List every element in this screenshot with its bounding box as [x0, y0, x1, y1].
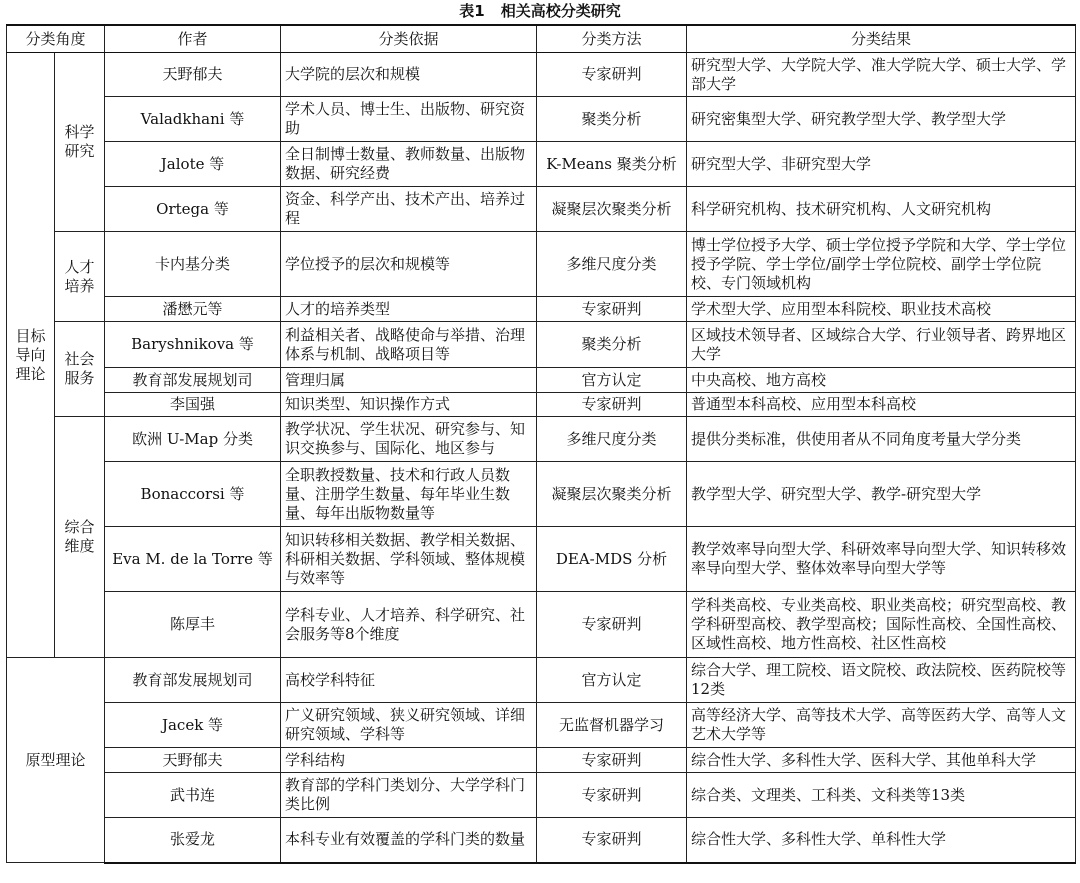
cell-method: 专家研判: [537, 393, 687, 417]
cell-method: 专家研判: [537, 53, 687, 97]
cell-result: 综合类、文理类、工科类、文科类等13类: [687, 773, 1076, 818]
cell-method: 专家研判: [537, 748, 687, 773]
cell-method: 多维尺度分类: [537, 232, 687, 297]
cell-result: 科学研究机构、技术研究机构、人文研究机构: [687, 187, 1076, 232]
cell-result: 教学效率导向型大学、科研效率导向型大学、知识转移效率导向型大学、整体效率导向型大学等: [687, 527, 1076, 592]
cell-author: 教育部发展规划司: [105, 368, 281, 393]
subangle-talent: 人才培养: [55, 232, 105, 322]
cell-basis: 学科专业、人才培养、科学研究、社会服务等8个维度: [281, 592, 537, 658]
cell-basis: 学科结构: [281, 748, 537, 773]
cell-author: Bonaccorsi 等: [105, 462, 281, 527]
table-row: [7, 232, 1076, 297]
cell-result: 教学型大学、研究型大学、教学-研究型大学: [687, 462, 1076, 527]
cell-method: 多维尺度分类: [537, 417, 687, 462]
table-row: [7, 417, 1076, 462]
table-row: [7, 393, 1076, 417]
cell-author: 教育部发展规划司: [105, 658, 281, 703]
cell-result: 研究型大学、非研究型大学: [687, 142, 1076, 187]
cell-method: 聚类分析: [537, 322, 687, 368]
table-row: [7, 773, 1076, 818]
cell-basis: 利益相关者、战略使命与举措、治理体系与机制、战略项目等: [281, 322, 537, 368]
subangle-service: 社会服务: [55, 322, 105, 417]
classification-table: [6, 24, 1076, 864]
cell-basis: 广义研究领域、狭义研究领域、详细研究领域、学科等: [281, 703, 537, 748]
cell-result: 学术型大学、应用型本科院校、职业技术高校: [687, 297, 1076, 322]
cell-author: 天野郁夫: [105, 53, 281, 97]
cell-author: 陈厚丰: [105, 592, 281, 658]
cell-result: 提供分类标准，供使用者从不同角度考量大学分类: [687, 417, 1076, 462]
table-row: [7, 658, 1076, 703]
cell-author: Baryshnikova 等: [105, 322, 281, 368]
cell-method: 凝聚层次聚类分析: [537, 187, 687, 232]
cell-basis: 人才的培养类型: [281, 297, 537, 322]
cell-method: 专家研判: [537, 592, 687, 658]
table-row: [7, 53, 1076, 97]
header-basis: 分类依据: [281, 25, 537, 53]
cell-result: 综合大学、理工院校、语文院校、政法院校、医药院校等12类: [687, 658, 1076, 703]
cell-basis: 大学院的层次和规模: [281, 53, 537, 97]
cell-result: 博士学位授予大学、硕士学位授予学院和大学、学士学位授予学院、学士学位/副学士学位院校、副学士学位院校、专门领域机构: [687, 232, 1076, 297]
table-row: [7, 322, 1076, 368]
cell-method: 专家研判: [537, 297, 687, 322]
cell-author: Eva M. de la Torre 等: [105, 527, 281, 592]
header-author: 作者: [105, 25, 281, 53]
cell-method: 聚类分析: [537, 97, 687, 142]
cell-method: DEA-MDS 分析: [537, 527, 687, 592]
cell-author: 卡内基分类: [105, 232, 281, 297]
cell-result: 研究密集型大学、研究教学型大学、教学型大学: [687, 97, 1076, 142]
table-title: [0, 0, 1080, 24]
table-row: [7, 527, 1076, 592]
table-row: [7, 703, 1076, 748]
cell-method: 凝聚层次聚类分析: [537, 462, 687, 527]
cell-result: 综合性大学、多科性大学、单科性大学: [687, 818, 1076, 863]
cell-method: 专家研判: [537, 773, 687, 818]
cell-author: 武书连: [105, 773, 281, 818]
cell-author: 潘懋元等: [105, 297, 281, 322]
cell-basis: 资金、科学产出、技术产出、培养过程: [281, 187, 537, 232]
cell-author: 天野郁夫: [105, 748, 281, 773]
header-method: 分类方法: [537, 25, 687, 53]
cell-basis: 知识类型、知识操作方式: [281, 393, 537, 417]
cell-author: Valadkhani 等: [105, 97, 281, 142]
cell-result: 高等经济大学、高等技术大学、高等医药大学、高等人文艺术大学等: [687, 703, 1076, 748]
cell-author: 张爱龙: [105, 818, 281, 863]
table-row: [7, 368, 1076, 393]
table-row: [7, 748, 1076, 773]
cell-basis: 高校学科特征: [281, 658, 537, 703]
cell-result: 中央高校、地方高校: [687, 368, 1076, 393]
header-angle: 分类角度: [7, 25, 105, 53]
table-row: [7, 142, 1076, 187]
table-number: 表1: [459, 2, 485, 20]
cell-basis: 教育部的学科门类划分、大学学科门类比例: [281, 773, 537, 818]
cell-basis: 教学状况、学生状况、研究参与、知识交换参与、国际化、地区参与: [281, 417, 537, 462]
angle-goal-oriented: 目标导向理论: [7, 53, 55, 658]
cell-method: 无监督机器学习: [537, 703, 687, 748]
angle-prototype: 原型理论: [7, 658, 105, 863]
cell-basis: 全职教授数量、技术和行政人员数量、注册学生数量、每年毕业生数量、每年出版物数量等: [281, 462, 537, 527]
header-row: [7, 25, 1076, 53]
cell-author: Jalote 等: [105, 142, 281, 187]
cell-method: 专家研判: [537, 818, 687, 863]
cell-result: 区域技术领导者、区域综合大学、行业领导者、跨界地区大学: [687, 322, 1076, 368]
cell-basis: 本科专业有效覆盖的学科门类的数量: [281, 818, 537, 863]
table-row: [7, 462, 1076, 527]
cell-basis: 知识转移相关数据、教学相关数据、科研相关数据、学科领域、整体规模与效率等: [281, 527, 537, 592]
cell-result: 综合性大学、多科性大学、医科大学、其他单科大学: [687, 748, 1076, 773]
table-row: [7, 592, 1076, 658]
cell-method: 官方认定: [537, 368, 687, 393]
cell-method: 官方认定: [537, 658, 687, 703]
subangle-research: 科学研究: [55, 53, 105, 232]
cell-basis: 学术人员、博士生、出版物、研究资助: [281, 97, 537, 142]
cell-author: Jacek 等: [105, 703, 281, 748]
table-row: [7, 187, 1076, 232]
cell-author: 欧洲 U-Map 分类: [105, 417, 281, 462]
cell-result: 研究型大学、大学院大学、准大学院大学、硕士大学、学部大学: [687, 53, 1076, 97]
cell-result: 学科类高校、专业类高校、职业类高校；研究型高校、教学科研型高校、教学型高校；国际性高校、全国性高校、区域性高校、地方性高校、社区性高校: [687, 592, 1076, 658]
cell-author: Ortega 等: [105, 187, 281, 232]
header-result: 分类结果: [687, 25, 1076, 53]
cell-method: K-Means 聚类分析: [537, 142, 687, 187]
cell-basis: 全日制博士数量、教师数量、出版物数据、研究经费: [281, 142, 537, 187]
cell-basis: 管理归属: [281, 368, 537, 393]
table-row: [7, 97, 1076, 142]
table-row: [7, 297, 1076, 322]
subangle-comprehensive: 综合维度: [55, 417, 105, 658]
cell-result: 普通型本科高校、应用型本科高校: [687, 393, 1076, 417]
cell-author: 李国强: [105, 393, 281, 417]
cell-basis: 学位授予的层次和规模等: [281, 232, 537, 297]
table-title-text: 相关高校分类研究: [500, 2, 621, 20]
table-row: [7, 818, 1076, 863]
